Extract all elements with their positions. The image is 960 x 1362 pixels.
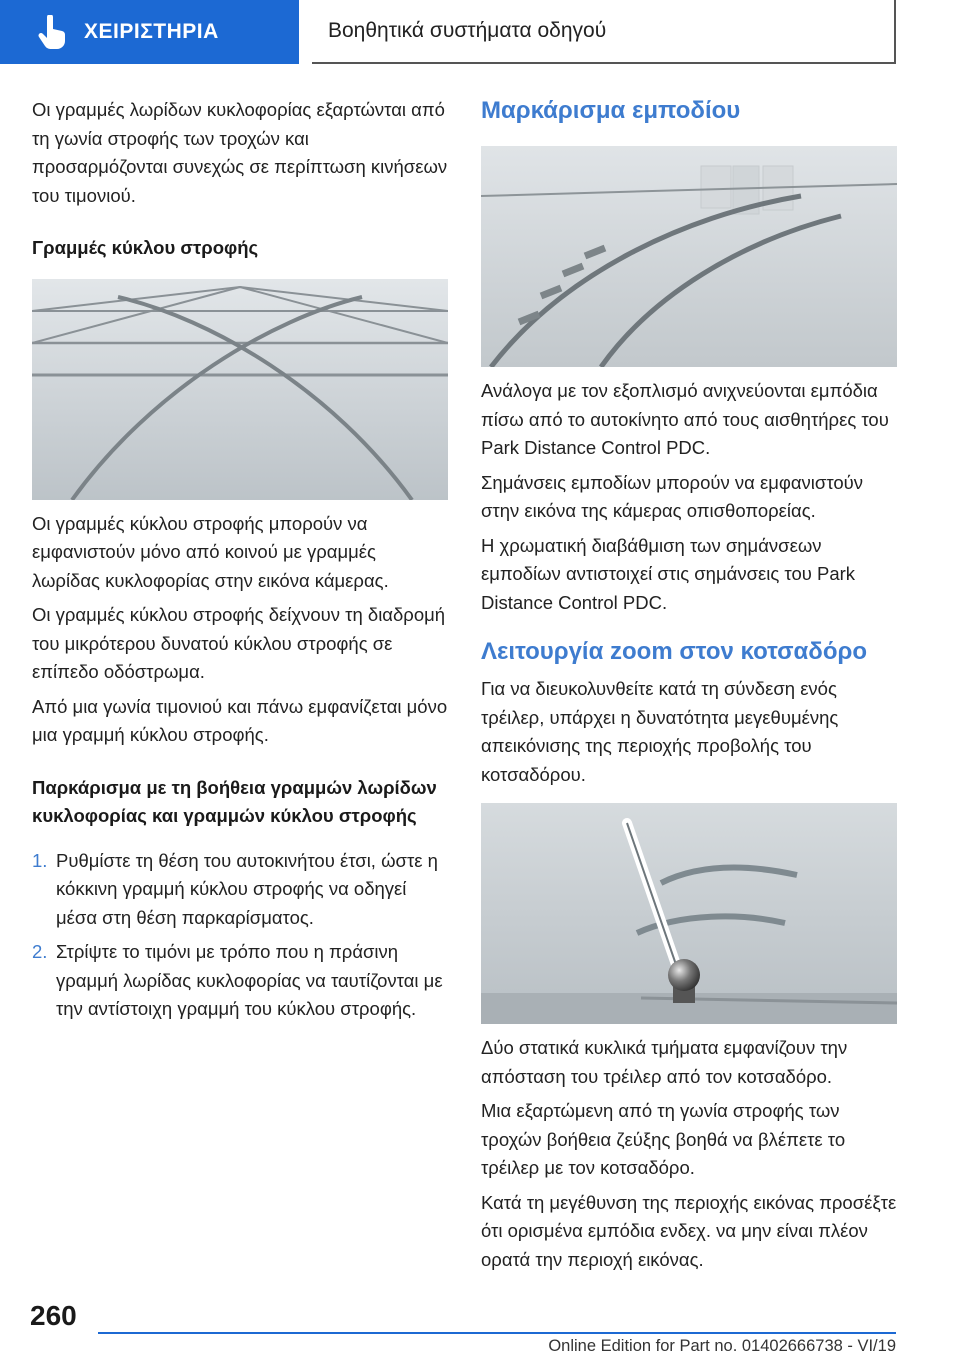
step-text: Στρίψτε το τιμόνι με τρόπο που η πράσινη γραμμή λωρίδας κυκλοφορίας να ταυτίζονται με την αντίστοιχη γραμμή του κύκλου στροφής. [56, 941, 443, 1019]
obstacle-figure [481, 146, 897, 367]
left-column [32, 96, 448, 1030]
chapter-title: Βοηθητικά συστήματα οδηγού [312, 0, 896, 64]
turning-paragraph-3: Από μια γωνία τιμονιού και πάνω εμφανίζεται μόνο μια γραμμή κύκλου στροφής. [32, 695, 448, 745]
turning-lines-image [32, 279, 448, 500]
parking-steps [32, 847, 448, 1024]
step-number: 1. [32, 849, 48, 871]
obstacle-paragraph-1: Ανάλογα με τον εξοπλισμό ανιχνεύονται εμπόδια πίσω από το αυτοκίνητο από τους αισθητήρες του Park Distance Control PDC. [481, 380, 889, 458]
zoom-heading: Λειτουργία zoom στον κοτσαδόρο [481, 638, 868, 665]
obstacle-paragraph-2: Σημάνσεις εμποδίων μπορούν να εμφανιστούν στην εικόνα της κάμερας οπισθοπορείας. [481, 471, 864, 521]
hitch-zoom-image [481, 803, 897, 1024]
turning-paragraph-1: Οι γραμμές κύκλου στροφής μπορούν να εμφανιστούν μόνο από κοινού με γραμμές λωρίδας κυκλοφορίας στην εικόνα κάμερας. [32, 512, 389, 591]
zoom-paragraph-4: Κατά τη μεγέθυνση της περιοχής εικόνας προσέξτε ότι ορισμένα εμπόδια ενδεχ. να μην είναι πλέον ορατά την περιοχή εικόνας. [481, 1191, 897, 1270]
obstacle-paragraph-3: Η χρωματική διαβάθμιση των σημάνσεων εμποδίων αντιστοιχεί στις σημάνσεις του Park Distance Control PDC. [481, 534, 856, 613]
page-number: 260 [30, 1300, 77, 1331]
parking-heading: Παρκάρισμα με τη βοήθεια γραμμών λωρίδων κυκλοφορίας και γραμμών κύκλου στροφής [32, 776, 437, 826]
hitch-zoom-figure [481, 803, 897, 1024]
hand-pointer-icon [38, 15, 68, 49]
obstacle-marking-image [481, 146, 897, 367]
step-text: Ρυθμίστε τη θέση του αυτοκινήτου έτσι, ώστε η κόκκινη γραμμή κύκλου στροφής να οδηγεί μέσα στη θέση παρκαρίσματος. [56, 849, 438, 928]
intro-paragraph: Οι γραμμές λωρίδων κυκλοφορίας εξαρτώνται από τη γωνία στροφής των τροχών και προσαρμόζονται συνεχώς σε περίπτωση κινήσεων του τιμονιού. [32, 99, 448, 206]
list-item [32, 938, 448, 1024]
zoom-paragraph-1: Για να διευκολυνθείτε κατά τη σύνδεση ενός τρέιλερ, υπάρχει η δυνατότητα μεγεθυμένης απεικόνισης της περιοχής προβολής του κοτσαδόρου. [481, 678, 839, 785]
turning-circle-heading: Γραμμές κύκλου στροφής [32, 237, 259, 258]
list-item [32, 847, 448, 933]
edition-note: Online Edition for Part no. 01402666738 - VI/19 [548, 1337, 896, 1355]
right-column [481, 96, 897, 1280]
chapter-tab-label: ΧΕΙΡΙΣΤΗΡΙΑ [84, 20, 219, 43]
chapter-tab[interactable] [0, 0, 299, 64]
turning-lines-figure [32, 279, 448, 500]
zoom-paragraph-3: Μια εξαρτώμενη από τη γωνία στροφής των τροχών βοήθεια ζεύξης βοηθά να βλέπετε το τρέιλερ με τον κοτσαδόρο. [481, 1100, 846, 1178]
step-number: 2. [32, 941, 48, 962]
zoom-paragraph-2: Δύο στατικά κυκλικά τμήματα εμφανίζουν την απόσταση του τρέιλερ από τον κοτσαδόρο. [481, 1037, 848, 1087]
obstacle-marking-heading: Μαρκάρισμα εμποδίου [481, 97, 741, 124]
turning-paragraph-2: Οι γραμμές κύκλου στροφής δείχνουν τη διαδρομή του μικρότερου δυνατού κύκλου στροφής σε επίπεδο οδόστρωμα. [32, 604, 446, 682]
